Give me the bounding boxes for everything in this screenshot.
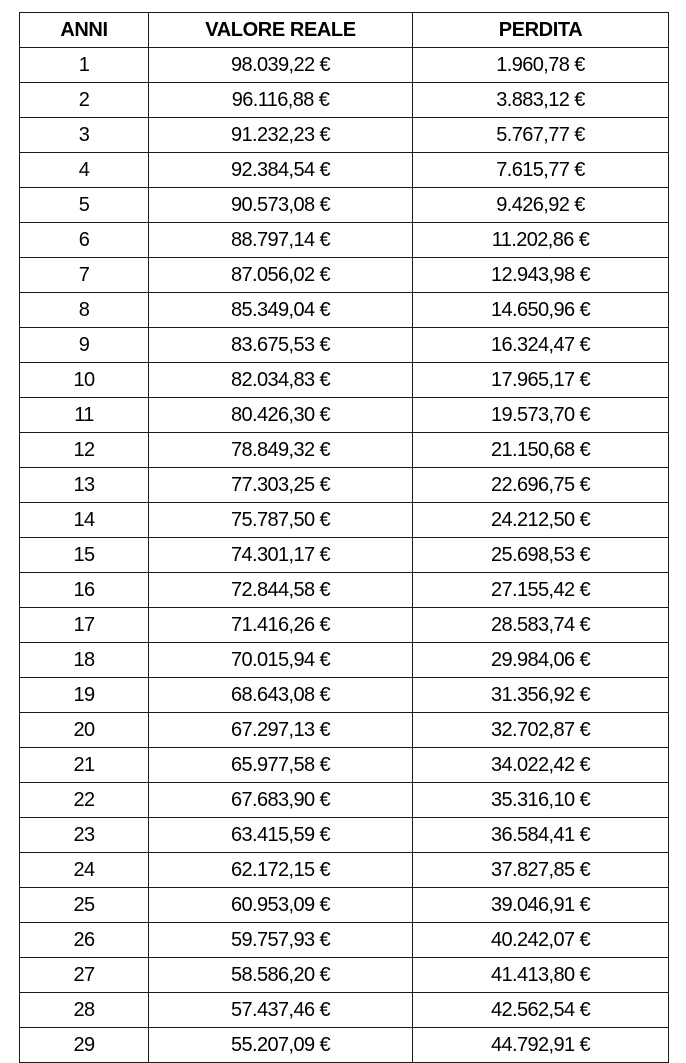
cell-year: 3 [20, 118, 149, 153]
cell-loss: 34.022,42 € [413, 748, 669, 783]
cell-real-value: 91.232,23 € [149, 118, 413, 153]
table-row [20, 678, 669, 713]
cell-real-value: 82.034,83 € [149, 363, 413, 398]
table-row [20, 293, 669, 328]
cell-loss: 31.356,92 € [413, 678, 669, 713]
table-row [20, 258, 669, 293]
cell-real-value: 96.116,88 € [149, 83, 413, 118]
table-row [20, 153, 669, 188]
cell-real-value: 62.172,15 € [149, 853, 413, 888]
cell-year: 24 [20, 853, 149, 888]
cell-real-value: 70.015,94 € [149, 643, 413, 678]
cell-year: 6 [20, 223, 149, 258]
cell-year: 21 [20, 748, 149, 783]
cell-real-value: 74.301,17 € [149, 538, 413, 573]
table-row [20, 643, 669, 678]
table-row [20, 958, 669, 993]
table-row [20, 818, 669, 853]
cell-loss: 40.242,07 € [413, 923, 669, 958]
cell-year: 12 [20, 433, 149, 468]
header-anni: ANNI [20, 13, 149, 48]
cell-loss: 7.615,77 € [413, 153, 669, 188]
cell-year: 1 [20, 48, 149, 83]
cell-year: 4 [20, 153, 149, 188]
cell-year: 15 [20, 538, 149, 573]
table-row [20, 83, 669, 118]
cell-year: 20 [20, 713, 149, 748]
cell-loss: 19.573,70 € [413, 398, 669, 433]
cell-loss: 5.767,77 € [413, 118, 669, 153]
cell-year: 5 [20, 188, 149, 223]
table-row [20, 48, 669, 83]
cell-year: 2 [20, 83, 149, 118]
cell-loss: 44.792,91 € [413, 1028, 669, 1063]
cell-real-value: 92.384,54 € [149, 153, 413, 188]
cell-loss: 24.212,50 € [413, 503, 669, 538]
table-row [20, 713, 669, 748]
cell-year: 19 [20, 678, 149, 713]
cell-year: 8 [20, 293, 149, 328]
cell-real-value: 68.643,08 € [149, 678, 413, 713]
cell-loss: 12.943,98 € [413, 258, 669, 293]
cell-year: 22 [20, 783, 149, 818]
cell-real-value: 65.977,58 € [149, 748, 413, 783]
cell-loss: 17.965,17 € [413, 363, 669, 398]
cell-real-value: 78.849,32 € [149, 433, 413, 468]
cell-year: 25 [20, 888, 149, 923]
cell-loss: 14.650,96 € [413, 293, 669, 328]
cell-loss: 28.583,74 € [413, 608, 669, 643]
table-row [20, 1028, 669, 1063]
cell-loss: 35.316,10 € [413, 783, 669, 818]
header-perdita: PERDITA [413, 13, 669, 48]
cell-year: 16 [20, 573, 149, 608]
cell-loss: 29.984,06 € [413, 643, 669, 678]
cell-real-value: 67.297,13 € [149, 713, 413, 748]
cell-loss: 11.202,86 € [413, 223, 669, 258]
cell-loss: 25.698,53 € [413, 538, 669, 573]
table-row [20, 328, 669, 363]
cell-real-value: 72.844,58 € [149, 573, 413, 608]
value-loss-table [19, 12, 669, 1063]
cell-year: 9 [20, 328, 149, 363]
cell-year: 14 [20, 503, 149, 538]
cell-loss: 9.426,92 € [413, 188, 669, 223]
table-row [20, 573, 669, 608]
cell-real-value: 80.426,30 € [149, 398, 413, 433]
cell-real-value: 60.953,09 € [149, 888, 413, 923]
cell-loss: 1.960,78 € [413, 48, 669, 83]
cell-loss: 3.883,12 € [413, 83, 669, 118]
cell-year: 10 [20, 363, 149, 398]
cell-real-value: 85.349,04 € [149, 293, 413, 328]
cell-real-value: 90.573,08 € [149, 188, 413, 223]
table-row [20, 888, 669, 923]
table-row [20, 398, 669, 433]
loss-table-container [19, 12, 668, 1063]
table-row [20, 993, 669, 1028]
table-row [20, 433, 669, 468]
cell-real-value: 87.056,02 € [149, 258, 413, 293]
table-row [20, 608, 669, 643]
table-row [20, 538, 669, 573]
cell-loss: 21.150,68 € [413, 433, 669, 468]
cell-year: 29 [20, 1028, 149, 1063]
cell-year: 18 [20, 643, 149, 678]
cell-loss: 37.827,85 € [413, 853, 669, 888]
table-row [20, 503, 669, 538]
cell-real-value: 75.787,50 € [149, 503, 413, 538]
cell-loss: 36.584,41 € [413, 818, 669, 853]
cell-year: 11 [20, 398, 149, 433]
table-row [20, 468, 669, 503]
cell-real-value: 98.039,22 € [149, 48, 413, 83]
table-body [20, 48, 669, 1063]
cell-real-value: 83.675,53 € [149, 328, 413, 363]
cell-real-value: 55.207,09 € [149, 1028, 413, 1063]
cell-year: 13 [20, 468, 149, 503]
header-valore-reale: VALORE REALE [149, 13, 413, 48]
table-row [20, 853, 669, 888]
cell-real-value: 77.303,25 € [149, 468, 413, 503]
cell-loss: 27.155,42 € [413, 573, 669, 608]
table-header-row [20, 13, 669, 48]
cell-year: 7 [20, 258, 149, 293]
cell-loss: 42.562,54 € [413, 993, 669, 1028]
cell-real-value: 57.437,46 € [149, 993, 413, 1028]
cell-year: 26 [20, 923, 149, 958]
cell-real-value: 58.586,20 € [149, 958, 413, 993]
cell-real-value: 59.757,93 € [149, 923, 413, 958]
table-row [20, 783, 669, 818]
table-row [20, 223, 669, 258]
cell-loss: 32.702,87 € [413, 713, 669, 748]
cell-real-value: 67.683,90 € [149, 783, 413, 818]
cell-real-value: 63.415,59 € [149, 818, 413, 853]
cell-loss: 16.324,47 € [413, 328, 669, 363]
cell-year: 27 [20, 958, 149, 993]
cell-year: 28 [20, 993, 149, 1028]
cell-loss: 41.413,80 € [413, 958, 669, 993]
cell-loss: 39.046,91 € [413, 888, 669, 923]
cell-year: 17 [20, 608, 149, 643]
cell-real-value: 71.416,26 € [149, 608, 413, 643]
table-row [20, 363, 669, 398]
cell-loss: 22.696,75 € [413, 468, 669, 503]
cell-real-value: 88.797,14 € [149, 223, 413, 258]
table-row [20, 188, 669, 223]
table-row [20, 923, 669, 958]
table-row [20, 748, 669, 783]
table-row [20, 118, 669, 153]
cell-year: 23 [20, 818, 149, 853]
